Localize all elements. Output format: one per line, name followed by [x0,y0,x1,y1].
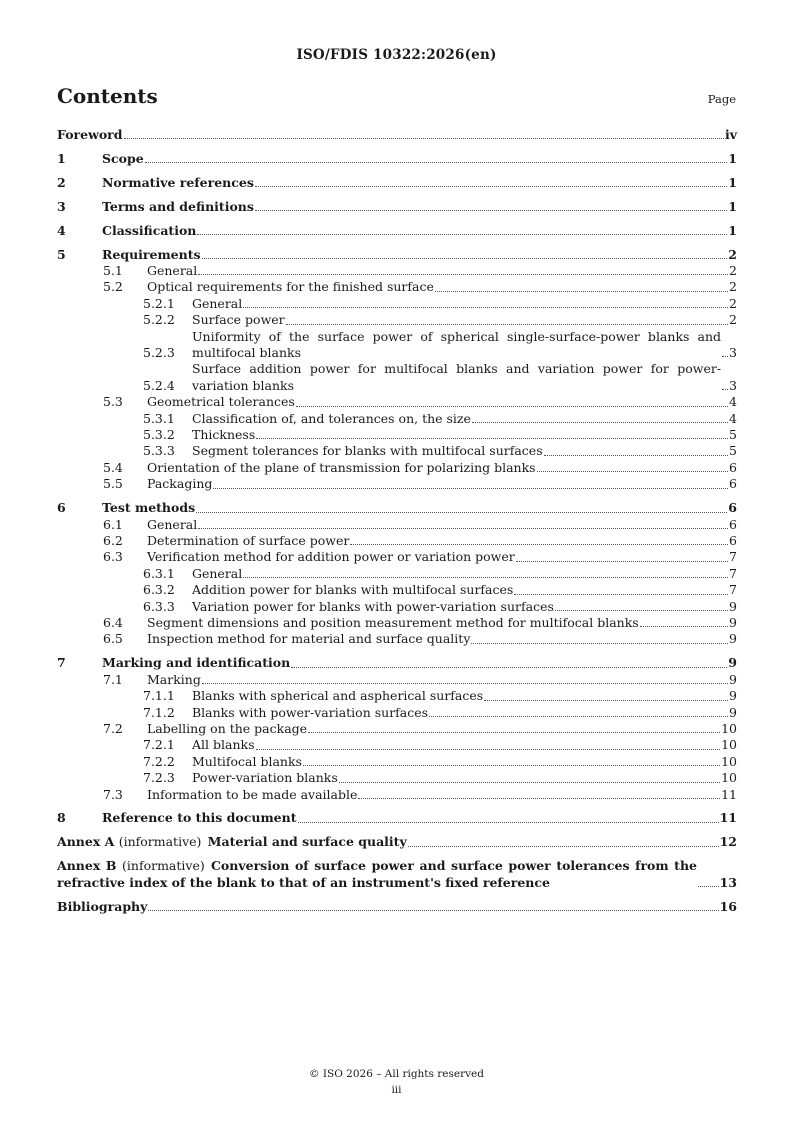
toc-entry-number: 6.3.1 [143,565,175,581]
dot-leader [243,307,728,308]
toc-entry[interactable] [57,615,737,631]
dot-leader [286,324,728,325]
dot-leader [255,186,727,187]
annex-title-group [57,834,407,850]
toc-entry-title: Surface power [192,312,285,328]
toc-entry-number: 5.3.2 [143,427,175,442]
toc-entry-body [192,566,737,582]
toc-entry[interactable] [57,599,737,615]
toc-entry-number: 8 [57,810,66,826]
toc-entry[interactable] [57,631,737,647]
annex-title-group [57,858,697,891]
toc-entry-number: 3 [57,198,66,214]
toc-entry-body [192,754,737,770]
toc-entry-title: General [147,516,198,532]
toc-entry[interactable] [57,688,737,704]
toc-entry-title: Marking and identification [102,655,291,671]
toc-entry-title: Optical requirements for the finished surface [147,279,434,295]
toc-entry-number: 5.1 [103,262,123,278]
toc-entry-title: Foreword [57,127,123,142]
toc-entry-body [102,810,737,826]
toc-entry-number: 5.3 [103,394,123,410]
toc-entry-number: 5.3.3 [143,443,175,459]
toc-entry-number: 1 [57,150,66,166]
toc-entry[interactable] [57,500,737,516]
toc-entry-page: 10 [721,720,737,736]
toc-entry-page: 5 [729,427,737,442]
toc-entry-page: 9 [729,631,737,647]
toc-entry-number: 5.2.1 [143,295,175,311]
toc-entry-body [102,247,737,263]
toc-entry-body [147,460,737,476]
toc-entry-number: 7.1.2 [143,704,175,720]
toc-entry[interactable] [57,427,737,443]
toc-entry-page: 4 [729,410,737,426]
toc-entry-number: 6.4 [103,614,123,630]
page-column-label: Page [707,92,736,106]
toc-entry-title: Surface addition power for multifocal blanks and variation power for power-variation blanks [192,361,722,393]
toc-entry[interactable] [57,754,737,770]
toc-entry-number: 6.5 [103,631,123,647]
toc-entry[interactable] [57,810,737,826]
toc-entry-body [147,721,737,737]
toc-entry-title: Orientation of the plane of transmission for polarizing blanks [147,459,536,475]
dot-leader [303,765,720,766]
dot-leader [698,886,719,887]
toc-bibliography-entry[interactable] [57,899,737,915]
toc-entry-title: Classification of, and tolerances on, the size [192,410,471,426]
toc-entry[interactable] [57,151,737,167]
page-number: iii [391,1084,402,1096]
toc-entry-title: Classification [102,222,197,238]
toc-entry-page: 3 [729,344,737,360]
toc-entry-body [102,151,737,167]
toc-entry[interactable] [57,655,737,671]
dot-leader [339,782,720,783]
toc-entry-number: 6.2 [103,532,123,548]
toc-entry-number: 7.1.1 [143,688,175,704]
toc-entry[interactable] [57,705,737,721]
toc-entry[interactable] [57,582,737,598]
toc-entry-title: Multifocal blanks [192,753,302,769]
toc-entry-number: 5.4 [103,459,123,475]
toc-entry-title: Uniformity of the surface power of spherical single-surface-power blanks and multifocal blanks [192,328,722,360]
toc-entry-page: 11 [719,810,737,826]
toc-entry[interactable] [57,394,737,410]
toc-entry-number: 6 [57,500,66,516]
toc-entry-title: Determination of surface power [147,532,350,548]
annex-type: (informative) [118,834,202,850]
toc-entry-page: 11 [721,786,737,802]
toc-entry-body [192,411,737,427]
toc-entry[interactable] [57,737,737,753]
toc-entry-body [192,582,737,598]
toc-entry-page: 7 [729,549,737,565]
toc-entry-title: Inspection method for material and surface quality [147,631,471,647]
annex-type: (informative) [122,858,205,874]
toc-entry-number: 6.1 [103,516,123,532]
toc-entry-title: Terms and definitions [102,198,254,214]
toc-entry-number: 4 [57,222,66,238]
toc-entry-title: Power-variation blanks [192,770,338,786]
toc-entry-page: 7 [729,582,737,598]
dot-leader [358,798,720,799]
toc-entry-body [192,361,737,394]
dot-leader [555,610,728,611]
toc-entry-page: 10 [721,737,737,753]
toc-entry-title: Marking [147,671,201,687]
toc-entry-number: 7.2 [103,720,123,736]
toc-entry[interactable] [57,263,737,279]
toc-entry[interactable] [57,460,737,476]
toc-annex-entry[interactable] [57,858,737,891]
toc-entry-title: Thickness [192,427,256,442]
toc-entry[interactable] [57,329,737,362]
toc-entry-title: General [147,262,198,278]
toc-entry-body [192,312,737,328]
toc-entry[interactable] [57,721,737,737]
toc-entry-body [147,615,737,631]
toc-entry[interactable] [57,175,737,191]
toc-entry-page: 6 [729,532,737,548]
toc-entry[interactable] [57,199,737,215]
toc-entry-body [102,199,737,215]
dot-leader [198,528,728,529]
dot-leader [516,561,728,562]
dot-leader [197,234,727,235]
toc-entry[interactable] [57,517,737,533]
toc-entry-body [147,263,737,279]
toc-entry-title: Information to be made available [147,786,358,802]
toc-entry-body [102,223,737,239]
toc-entry-body [57,858,737,891]
toc-entry-page: 6 [728,500,737,516]
dot-leader [298,822,719,823]
toc-entry-page: 2 [729,262,737,278]
toc-entry-body [147,279,737,295]
toc-entry-body [102,655,737,671]
annex-title: Conversion of surface power and surface power tolerances from the refractive index of the blank to that of an instrument's fixed reference [57,858,697,890]
page-footer [0,1066,793,1098]
toc-entry-body [147,394,737,410]
toc-entry-title: Geometrical tolerances [147,394,295,410]
toc-entry-body [147,631,737,647]
dot-leader [202,683,728,684]
toc-entry-number: 6.3.3 [143,598,175,614]
toc-entry-page: 6 [729,516,737,532]
toc-entry-page: 16 [719,898,737,914]
toc-entry-title: General [192,295,243,311]
toc-entry-title: Packaging [147,476,213,492]
toc-entry[interactable] [57,770,737,786]
document-id-header: ISO/FDIS 10322:2026(en) [296,47,497,63]
toc-entry-title: General [192,565,243,581]
toc-entry-number: 7.1 [103,671,123,687]
dot-leader [471,643,728,644]
dot-leader [256,749,721,750]
toc-entry-page: 9 [729,671,737,687]
toc-entry-title: Requirements [102,246,201,262]
toc-entry-body [192,443,737,459]
toc-entry-number: 5.2.4 [143,377,175,393]
toc-entry-title: Addition power for blanks with multifocal surfaces [192,582,514,598]
toc-entry-title: Reference to this document [102,810,297,826]
dot-leader [213,488,728,489]
toc-entry-page: 13 [719,874,737,890]
toc-entry-title: Blanks with spherical and aspherical surfaces [192,688,484,704]
toc-entry-page: 4 [729,394,737,410]
toc-entry-page: 2 [729,279,737,295]
toc-entry-body [57,127,737,143]
toc-entry-title: All blanks [192,737,255,753]
toc-entry[interactable] [57,533,737,549]
toc-entry[interactable] [57,476,737,492]
toc-entry-body [192,329,737,362]
toc-entry-body [147,549,737,565]
toc-entry-page: 9 [729,598,737,614]
dot-leader [308,732,720,733]
copyright-notice: © ISO 2026 – All rights reserved [309,1068,484,1080]
annex-label: Annex B [57,858,117,874]
toc-entry-number: 6.3.2 [143,582,175,598]
toc-entry-number: 5.2.3 [143,344,175,360]
toc-entry-page: 9 [729,688,737,704]
toc-entry-body [192,296,737,312]
toc-entry-page: 2 [728,246,737,262]
toc-entry-body [192,737,737,753]
toc-entry-page: 12 [719,834,737,850]
toc-entry[interactable] [57,787,737,803]
toc-entry-number: 7.2.3 [143,770,175,786]
dot-leader [202,258,728,259]
toc-entry-page: 9 [729,704,737,720]
toc-entry-page: 6 [729,476,737,492]
toc-entry-number: 2 [57,174,66,190]
dot-leader [243,577,728,578]
toc-entry-number: 6.3 [103,549,123,565]
dot-leader [198,274,728,275]
toc-entry-body [147,517,737,533]
toc-entry-page: 2 [729,312,737,328]
annex-title: Material and surface quality [207,834,407,850]
toc-entry[interactable] [57,672,737,688]
annex-label: Annex A [57,834,115,850]
toc-entry[interactable] [57,411,737,427]
toc-entry-number: 5 [57,246,66,262]
dot-leader [350,544,728,545]
dot-leader [537,471,728,472]
dot-leader [296,406,728,407]
toc-entry-body [147,533,737,549]
toc-entry-page: 1 [728,222,737,238]
dot-leader [256,438,728,439]
toc-entry-title: Bibliography [57,898,148,914]
toc-entry-body [147,787,737,803]
toc-entry-title: Blanks with power-variation surfaces [192,704,429,720]
toc-entry-page: 9 [729,614,737,630]
toc-entry-page: 1 [728,174,737,190]
toc-entry-page: 3 [729,377,737,393]
toc-entry-number: 7.2.2 [143,753,175,769]
toc-entry[interactable] [57,279,737,295]
toc-entry-title: Verification method for addition power or variation power [147,549,515,565]
toc-entry-page: 10 [721,770,737,786]
toc-entry-body [102,175,737,191]
toc-entry-number: 7.3 [103,786,123,802]
toc-entry-title: Scope [102,150,144,166]
dot-leader [255,210,727,211]
toc-entry[interactable] [57,223,737,239]
toc-entry-page: iv [724,127,737,142]
toc-entry[interactable] [57,296,737,312]
dot-leader [722,356,728,357]
dot-leader [124,138,724,139]
toc-entry-number: 7 [57,655,66,671]
toc-entry-page: 2 [729,295,737,311]
contents-title: Contents [57,84,158,108]
dot-leader [429,716,728,717]
toc-entry-page: 1 [728,150,737,166]
toc-entry[interactable] [57,312,737,328]
toc-entry-title: Normative references [102,174,254,190]
dot-leader [544,455,728,456]
toc-entry[interactable] [57,566,737,582]
toc-entry-page: 7 [729,565,737,581]
toc-entry[interactable] [57,247,737,263]
toc-entry-page: 1 [728,198,737,214]
toc-entry[interactable] [57,361,737,394]
dot-leader [472,422,728,423]
toc-entry-title: Variation power for blanks with power-variation surfaces [192,598,554,614]
toc-entry-page: 10 [721,753,737,769]
toc-entry-title: Test methods [102,500,196,516]
dot-leader [408,846,719,847]
dot-leader [722,389,728,390]
dot-leader [640,626,728,627]
toc-entry-body [147,476,737,492]
toc-entry-number: 7.2.1 [143,737,175,753]
table-of-contents [57,127,737,915]
dot-leader [291,667,727,668]
toc-entry[interactable] [57,549,737,565]
toc-entry-body [192,427,737,443]
toc-entry-number: 5.5 [103,476,123,492]
toc-entry-title: Segment dimensions and position measurement method for multifocal blanks [147,614,639,630]
toc-entry-body [147,672,737,688]
toc-annex-entry[interactable] [57,834,737,850]
toc-entry-title: Segment tolerances for blanks with multifocal surfaces [192,443,543,459]
dot-leader [148,910,718,911]
toc-entry-body [57,834,737,850]
dot-leader [484,700,728,701]
dot-leader [435,291,728,292]
toc-entry-page: 9 [728,655,737,671]
toc-entry-page: 5 [729,443,737,459]
toc-entry-title: Labelling on the package [147,720,308,736]
toc-entry[interactable] [57,443,737,459]
dot-leader [196,512,727,513]
dot-leader [514,594,728,595]
toc-entry-number: 5.2.2 [143,312,175,328]
dot-leader [145,162,728,163]
toc-entry-number: 5.2 [103,279,123,295]
toc-entry-body [57,899,737,915]
toc-entry-page: 6 [729,459,737,475]
toc-entry-body [192,599,737,615]
toc-entry-body [192,770,737,786]
toc-entry-body [102,500,737,516]
toc-entry-number: 5.3.1 [143,410,175,426]
toc-entry[interactable] [57,127,737,143]
toc-entry-body [192,688,737,704]
toc-entry-body [192,705,737,721]
